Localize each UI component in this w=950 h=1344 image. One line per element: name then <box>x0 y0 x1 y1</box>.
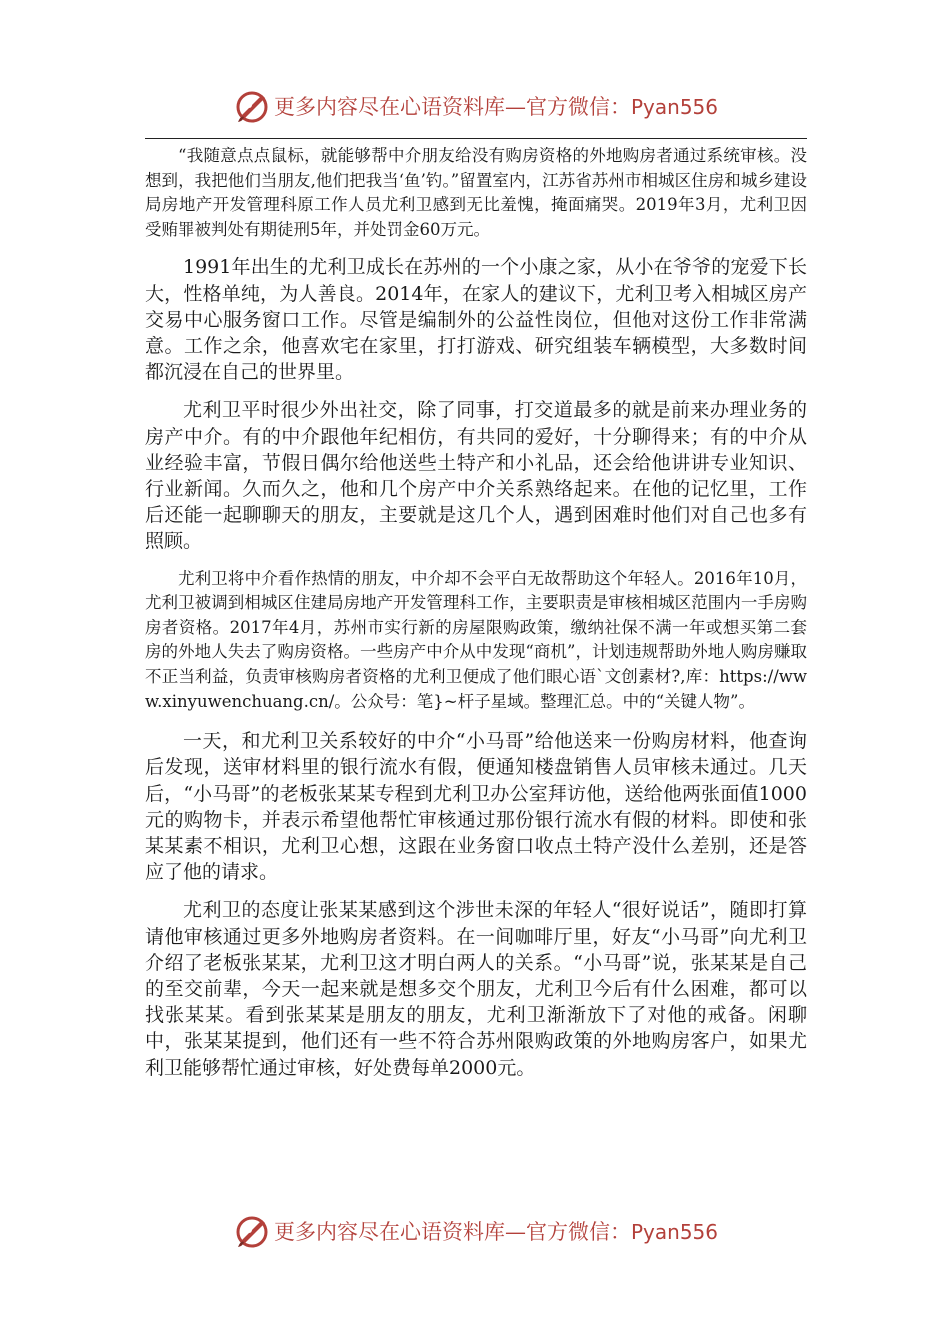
article-paragraph-6: 尤利卫的态度让张某某感到这个涉世未深的年轻人“很好说话”，随即打算请他审核通过更多外地购房者资料。在一间咖啡厅里，好友“小马哥”向尤利卫介绍了老板张某某，尤利卫这才明白两人的关系。“小马哥”说，张某某是自己的至交前辈，今天一起来就是想多交个朋友，尤利卫今后有什么困难，都可以找张某某。看到张某某是朋友的朋友，尤利卫渐渐放下了对他的戒备。闲聊中，张某某提到，他们还有一些不符合苏州限购政策的外地购房客户，如果尤利卫能够帮忙通过审核，好处费每单2000元。 <box>145 899 807 1079</box>
footer-banner-text: 更多内容尽在心语资料库—官方微信：Pyan556 <box>273 1220 718 1244</box>
footer-wechat-id: Pyan556 <box>630 1220 718 1244</box>
header-divider <box>145 138 807 139</box>
article-paragraph-3: 尤利卫平时很少外出社交，除了同事，打交道最多的就是前来办理业务的房产中介。有的中介跟他年纪相仿，有共同的爱好，十分聊得来；有的中介从业经验丰富，节假日偶尔给他送些土特产和小礼品，还会给他讲讲专业知识、行业新闻。久而久之，他和几个房产中介关系熟络起来。在他的记忆里，工作后还能一起聊聊天的朋友，主要就是这几个人，遇到困难时他们对自己也多有照顾。 <box>145 399 807 553</box>
header-wechat-id: Pyan556 <box>630 95 718 119</box>
article-paragraph-2: 1991年出生的尤利卫成长在苏州的一个小康之家，从小在爷爷的宠爱下长大，性格单纯，为人善良。2014年，在家人的建议下，尤利卫考入相城区房产交易中心服务窗口工作。尽管是编制外的公益性岗位，但他对这份工作非常满意。工作之余，他喜欢宅在家里，打打游戏、研究组装车辆模型，大多数时间都沉浸在自己的世界里。 <box>145 256 807 384</box>
article-paragraph-5: 一天，和尤利卫关系较好的中介“小马哥”给他送来一份购房材料，他查询后发现，送审材料里的银行流水有假，便通知楼盘销售人员审核未通过。几天后，“小马哥”的老板张某某专程到尤利卫办公室拜访他，送给他两张面值1000元的购物卡，并表示希望他帮忙审核通过那份银行流水有假的材料。即使和张某某素不相识，尤利卫心想，这跟在业务窗口收点土特产没什么差别，还是答应了他的请求。 <box>145 730 807 884</box>
article-paragraph-1: “我随意点点鼠标，就能够帮中介朋友给没有购房资格的外地购房者通过系统审核。没想到，我把他们当朋友,他们把我当‘鱼’钓。”留置室内，江苏省苏州市相城区住房和城乡建设局房地产开发管理科原工作人员尤利卫感到无比羞愧，掩面痛哭。2019年3月，尤利卫因受贿罪被判处有期徒刑5年，并处罚金60万元。 <box>145 146 807 239</box>
footer-banner <box>0 1209 950 1253</box>
brush-logo-icon <box>232 86 272 126</box>
header-banner <box>0 84 950 128</box>
article-paragraph-4: 尤利卫将中介看作热情的朋友，中介却不会平白无故帮助这个年轻人。2016年10月，尤利卫被调到相城区住建局房地产开发管理科工作，主要职责是审核相城区范围内一手房购房者资格。2017年4月，苏州市实行新的房屋限购政策，缴纳社保不满一年或想买第二套房的外地人失去了购房资格。一些房产中介从中发现“商机”，计划违规帮助外地人购房赚取不正当利益，负责审核购房者资格的尤利卫便成了他们眼心语`文创素材?,库：https://www.xinyuwenchuang.cn/。公众号：笔}~杆子星域。整理汇总。中的“关键人物”。 <box>145 568 807 711</box>
article-body <box>145 144 807 1081</box>
brush-logo-icon <box>232 1211 272 1251</box>
header-banner-text: 更多内容尽在心语资料库—官方微信：Pyan556 <box>273 95 718 119</box>
